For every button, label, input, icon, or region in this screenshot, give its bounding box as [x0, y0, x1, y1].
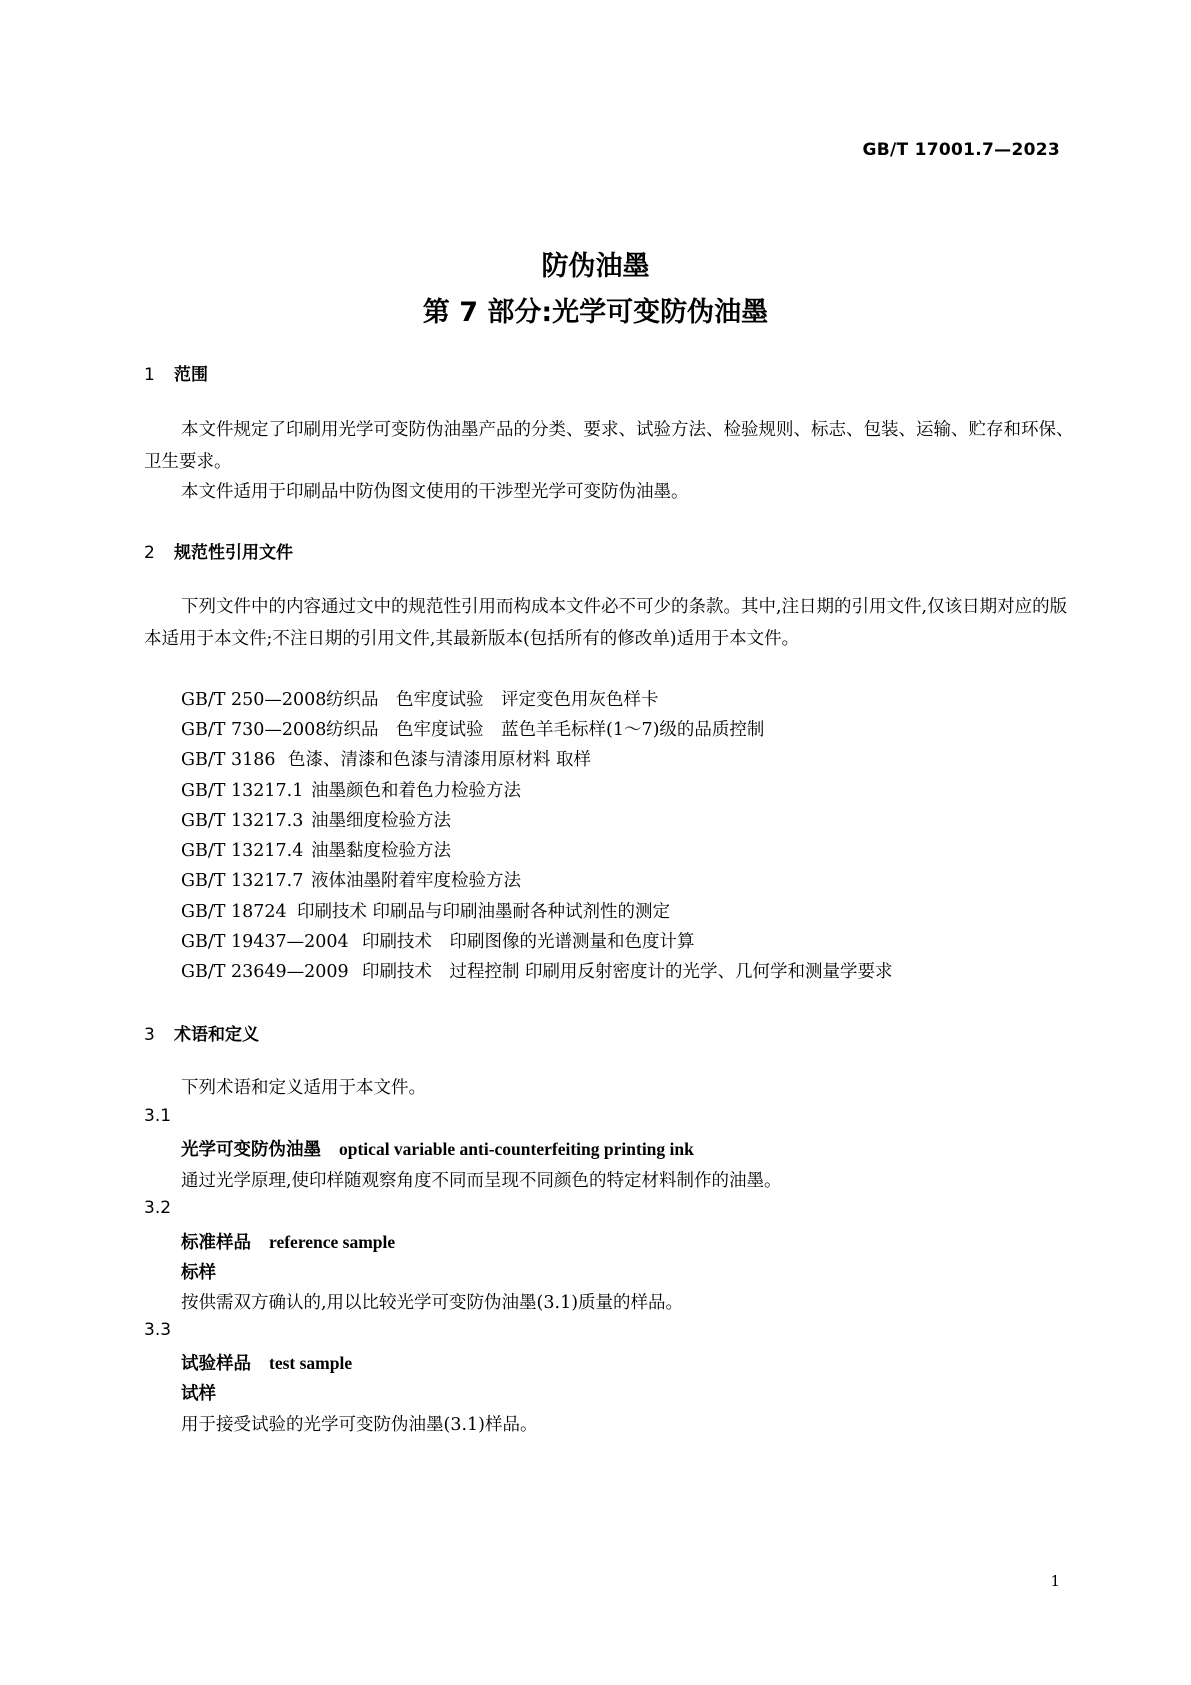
- scope-paragraph-1: 本文件规定了印刷用光学可变防伪油墨产品的分类、要求、试验方法、检验规则、标志、包装、运输、贮存和环保、卫生要求。: [144, 420, 1074, 472]
- term-definition: 用于接受试验的光学可变防伪油墨(3.1)样品。: [181, 1415, 538, 1435]
- reference-title: 油墨颜色和着色力检验方法: [311, 781, 521, 801]
- reference-code: GB/T 18724: [181, 902, 287, 922]
- reference-code: GB/T 13217.1: [181, 781, 304, 801]
- reference-item: [181, 928, 695, 953]
- reference-title: 纺织品 色牢度试验 蓝色羊毛标样(1～7)级的品质控制: [326, 720, 765, 740]
- term-heading: [181, 1350, 352, 1375]
- term-en: optical variable anti-counterfeiting printing ink: [339, 1139, 694, 1159]
- page-number: 1: [1050, 1572, 1060, 1590]
- normative-intro: 下列文件中的内容通过文中的规范性引用而构成本文件必不可少的条款。其中,注日期的引用文件,仅该日期对应的版本适用于本文件;不注日期的引用文件,其最新版本(包括所有的修改单)适用于本文件。: [144, 597, 1068, 649]
- term-heading: [181, 1136, 694, 1161]
- term-abbreviation: 标样: [181, 1263, 216, 1283]
- reference-title: 油墨黏度检验方法: [311, 841, 451, 861]
- reference-item: [181, 867, 521, 892]
- section-number: 2: [144, 543, 155, 563]
- reference-item: [181, 777, 521, 802]
- term-definition: 通过光学原理,使印样随观察角度不同而呈现不同颜色的特定材料制作的油墨。: [181, 1171, 782, 1191]
- term-number: 3.1: [144, 1106, 172, 1126]
- reference-item: [181, 686, 659, 711]
- reference-title: 印刷技术 印刷图像的光谱测量和色度计算: [362, 932, 695, 952]
- section-heading-terms: [144, 1020, 259, 1045]
- reference-code: GB/T 13217.4: [181, 841, 304, 861]
- reference-item: [181, 716, 764, 741]
- section-number: 3: [144, 1025, 155, 1045]
- document-title-main: 防伪油墨: [541, 251, 650, 282]
- term-definition: 按供需双方确认的,用以比较光学可变防伪油墨(3.1)质量的样品。: [181, 1293, 684, 1313]
- reference-title: 纺织品 色牢度试验 评定变色用灰色样卡: [326, 690, 659, 710]
- term-heading: [181, 1229, 395, 1254]
- reference-title: 油墨细度检验方法: [311, 811, 451, 831]
- reference-item: [181, 807, 451, 832]
- reference-item: [181, 898, 670, 923]
- reference-code: GB/T 19437—2004: [181, 932, 349, 952]
- section-title: 范围: [174, 365, 208, 385]
- reference-code: GB/T 13217.7: [181, 871, 304, 891]
- section-title: 规范性引用文件: [174, 543, 293, 563]
- terms-intro: 下列术语和定义适用于本文件。: [181, 1078, 426, 1098]
- section-title: 术语和定义: [174, 1025, 259, 1045]
- standard-number: GB/T 17001.7—2023: [862, 140, 1060, 160]
- reference-code: GB/T 730—2008: [181, 720, 327, 740]
- reference-title: 液体油墨附着牢度检验方法: [311, 871, 521, 891]
- reference-title: 印刷技术 印刷品与印刷油墨耐各种试剂性的测定: [297, 902, 671, 922]
- term-en: test sample: [269, 1353, 353, 1373]
- term-number: 3.2: [144, 1198, 172, 1218]
- document-title-part: 第 7 部分:光学可变防伪油墨: [422, 297, 769, 328]
- term-zh: 光学可变防伪油墨: [181, 1140, 321, 1160]
- section-number: 1: [144, 365, 155, 385]
- reference-code: GB/T 250—2008: [181, 690, 327, 710]
- reference-title: 印刷技术 过程控制 印刷用反射密度计的光学、几何学和测量学要求: [362, 962, 893, 982]
- term-number: 3.3: [144, 1320, 172, 1340]
- reference-item: [181, 837, 451, 862]
- term-en: reference sample: [269, 1232, 396, 1252]
- reference-item: [181, 746, 591, 771]
- section-heading-scope: [144, 360, 208, 385]
- reference-item: [181, 958, 893, 983]
- term-zh: 标准样品: [181, 1233, 251, 1253]
- term-abbreviation: 试样: [181, 1384, 216, 1404]
- term-zh: 试验样品: [181, 1354, 251, 1374]
- section-heading-normative: [144, 538, 293, 563]
- reference-title: 色漆、清漆和色漆与清漆用原材料 取样: [288, 750, 592, 770]
- reference-code: GB/T 13217.3: [181, 811, 304, 831]
- reference-code: GB/T 3186: [181, 750, 276, 770]
- scope-paragraph-2: 本文件适用于印刷品中防伪图文使用的干涉型光学可变防伪油墨。: [181, 482, 689, 502]
- reference-code: GB/T 23649—2009: [181, 962, 349, 982]
